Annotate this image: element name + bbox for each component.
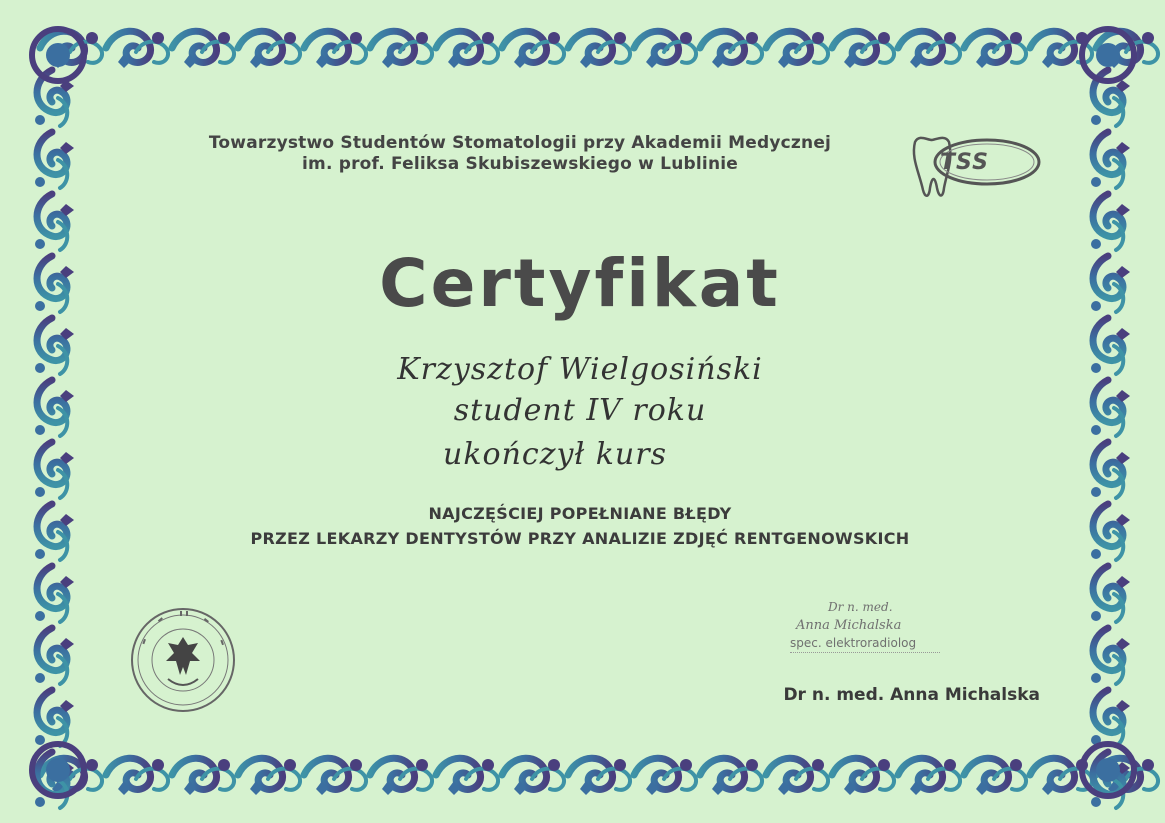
logo-text: TSS — [940, 150, 989, 175]
signer-name: Dr n. med. Anna Michalska — [783, 685, 1040, 705]
organization-line-1: Towarzystwo Studentów Stomatologii przy Akademii Medycznej — [208, 133, 832, 153]
stamp-dotted-line — [790, 652, 940, 653]
course-line-1: NAJCZĘŚCIEJ POPEŁNIANE BŁĘDY — [428, 504, 732, 523]
stamp-line-1: Dr n. med. — [828, 600, 893, 614]
specialist-stamp — [770, 596, 950, 666]
completion-text: ukończył kurs — [443, 437, 667, 472]
certificate-title: Certyfikat — [379, 245, 781, 322]
course-line-2: PRZEZ LEKARZY DENTYSTÓW PRZY ANALIZIE ZDJĘĆ RENTGENOWSKICH — [250, 529, 910, 548]
recipient-status: student IV roku — [453, 393, 707, 428]
stamp-line-3: spec. elektroradiolog — [790, 636, 917, 650]
course-title — [120, 501, 1040, 551]
organization-name — [100, 133, 940, 175]
organization-line-2: im. prof. Feliksa Skubiszewskiego w Lublinie — [302, 154, 738, 174]
stamp-line-2: Anna Michalska — [796, 618, 902, 633]
academy-seal — [128, 605, 238, 715]
recipient-name: Krzysztof Wielgosiński — [397, 352, 763, 387]
